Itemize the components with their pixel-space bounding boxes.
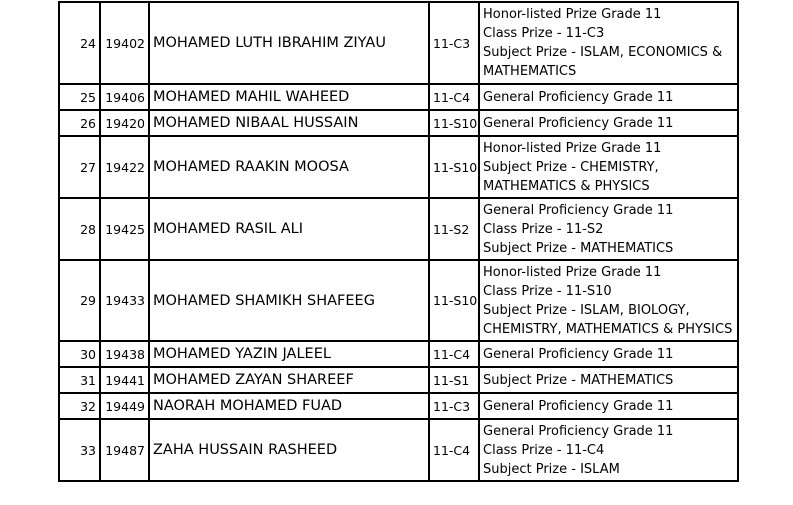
table-row <box>59 84 738 110</box>
table-row <box>59 2 738 84</box>
student-class: 11-S10 <box>429 260 479 341</box>
award-line: Subject Prize - ISLAM, BIOLOGY, CHEMISTRY, MATHEMATICS & PHYSICS <box>483 302 733 337</box>
award-line: General Proficiency Grade 11 <box>483 346 674 362</box>
row-number: 29 <box>59 260 100 341</box>
awards-table <box>58 1 739 482</box>
award-line: Class Prize - 11-C3 <box>483 26 605 41</box>
student-id: 19441 <box>100 367 149 393</box>
table-row <box>59 110 738 136</box>
student-id: 19487 <box>100 419 149 481</box>
student-class: 11-C3 <box>429 2 479 84</box>
student-class: 11-C4 <box>429 84 479 110</box>
award-line: General Proficiency Grade 11 <box>483 89 674 105</box>
table-row <box>59 393 738 419</box>
award-line: General Proficiency Grade 11 <box>483 398 674 414</box>
award-cell <box>479 419 738 481</box>
award-line: Honor-listed Prize Grade 11 <box>483 140 662 156</box>
award-cell <box>479 136 738 198</box>
student-id: 19433 <box>100 260 149 341</box>
table-row <box>59 341 738 367</box>
row-number: 28 <box>59 198 100 260</box>
row-number: 24 <box>59 2 100 84</box>
student-id: 19402 <box>100 2 149 84</box>
award-cell <box>479 341 738 367</box>
student-name: MOHAMED YAZIN JALEEL <box>149 341 429 367</box>
student-name: MOHAMED MAHIL WAHEED <box>149 84 429 110</box>
table-row <box>59 367 738 393</box>
award-line: Class Prize - 11-S10 <box>483 283 612 299</box>
student-id: 19425 <box>100 198 149 260</box>
student-name: NAORAH MOHAMED FUAD <box>149 393 429 419</box>
award-line: General Proficiency Grade 11 <box>483 115 674 131</box>
award-line: Subject Prize - ISLAM, ECONOMICS & MATHEMATICS <box>483 45 723 79</box>
award-line: Subject Prize - MATHEMATICS <box>483 240 674 256</box>
award-line: Honor-listed Prize Grade 11 <box>483 7 662 22</box>
student-class: 11-S2 <box>429 198 479 260</box>
row-number: 27 <box>59 136 100 198</box>
student-id: 19449 <box>100 393 149 419</box>
table-row <box>59 198 738 260</box>
award-cell <box>479 260 738 341</box>
row-number: 25 <box>59 84 100 110</box>
award-cell <box>479 110 738 136</box>
award-line: General Proficiency Grade 11 <box>483 423 674 439</box>
award-line: Subject Prize - CHEMISTRY, MATHEMATICS & PHYSICS <box>483 159 659 194</box>
student-class: 11-S1 <box>429 367 479 393</box>
student-id: 19406 <box>100 84 149 110</box>
award-cell <box>479 2 738 84</box>
student-name: MOHAMED ZAYAN SHAREEF <box>149 367 429 393</box>
award-cell <box>479 393 738 419</box>
table-row <box>59 136 738 198</box>
award-line: Subject Prize - MATHEMATICS <box>483 372 674 388</box>
award-cell <box>479 84 738 110</box>
table-row <box>59 419 738 481</box>
award-line: Class Prize - 11-S2 <box>483 221 604 237</box>
awards-table-body <box>59 2 738 481</box>
student-id: 19420 <box>100 110 149 136</box>
student-name: MOHAMED NIBAAL HUSSAIN <box>149 110 429 136</box>
award-line: Subject Prize - ISLAM <box>483 461 620 477</box>
row-number: 31 <box>59 367 100 393</box>
student-class: 11-C4 <box>429 419 479 481</box>
award-cell <box>479 198 738 260</box>
student-name: MOHAMED RASIL ALI <box>149 198 429 260</box>
award-line: General Proficiency Grade 11 <box>483 202 674 218</box>
student-class: 11-S10 <box>429 136 479 198</box>
award-cell <box>479 367 738 393</box>
row-number: 33 <box>59 419 100 481</box>
student-name: MOHAMED SHAMIKH SHAFEEG <box>149 260 429 341</box>
table-row <box>59 260 738 341</box>
row-number: 26 <box>59 110 100 136</box>
student-class: 11-S10 <box>429 110 479 136</box>
student-id: 19422 <box>100 136 149 198</box>
award-line: Honor-listed Prize Grade 11 <box>483 264 662 280</box>
student-name: MOHAMED LUTH IBRAHIM ZIYAU <box>149 2 429 84</box>
student-id: 19438 <box>100 341 149 367</box>
student-name: ZAHA HUSSAIN RASHEED <box>149 419 429 481</box>
student-class: 11-C3 <box>429 393 479 419</box>
row-number: 30 <box>59 341 100 367</box>
row-number: 32 <box>59 393 100 419</box>
award-line: Class Prize - 11-C4 <box>483 442 605 458</box>
student-name: MOHAMED RAAKIN MOOSA <box>149 136 429 198</box>
student-class: 11-C4 <box>429 341 479 367</box>
